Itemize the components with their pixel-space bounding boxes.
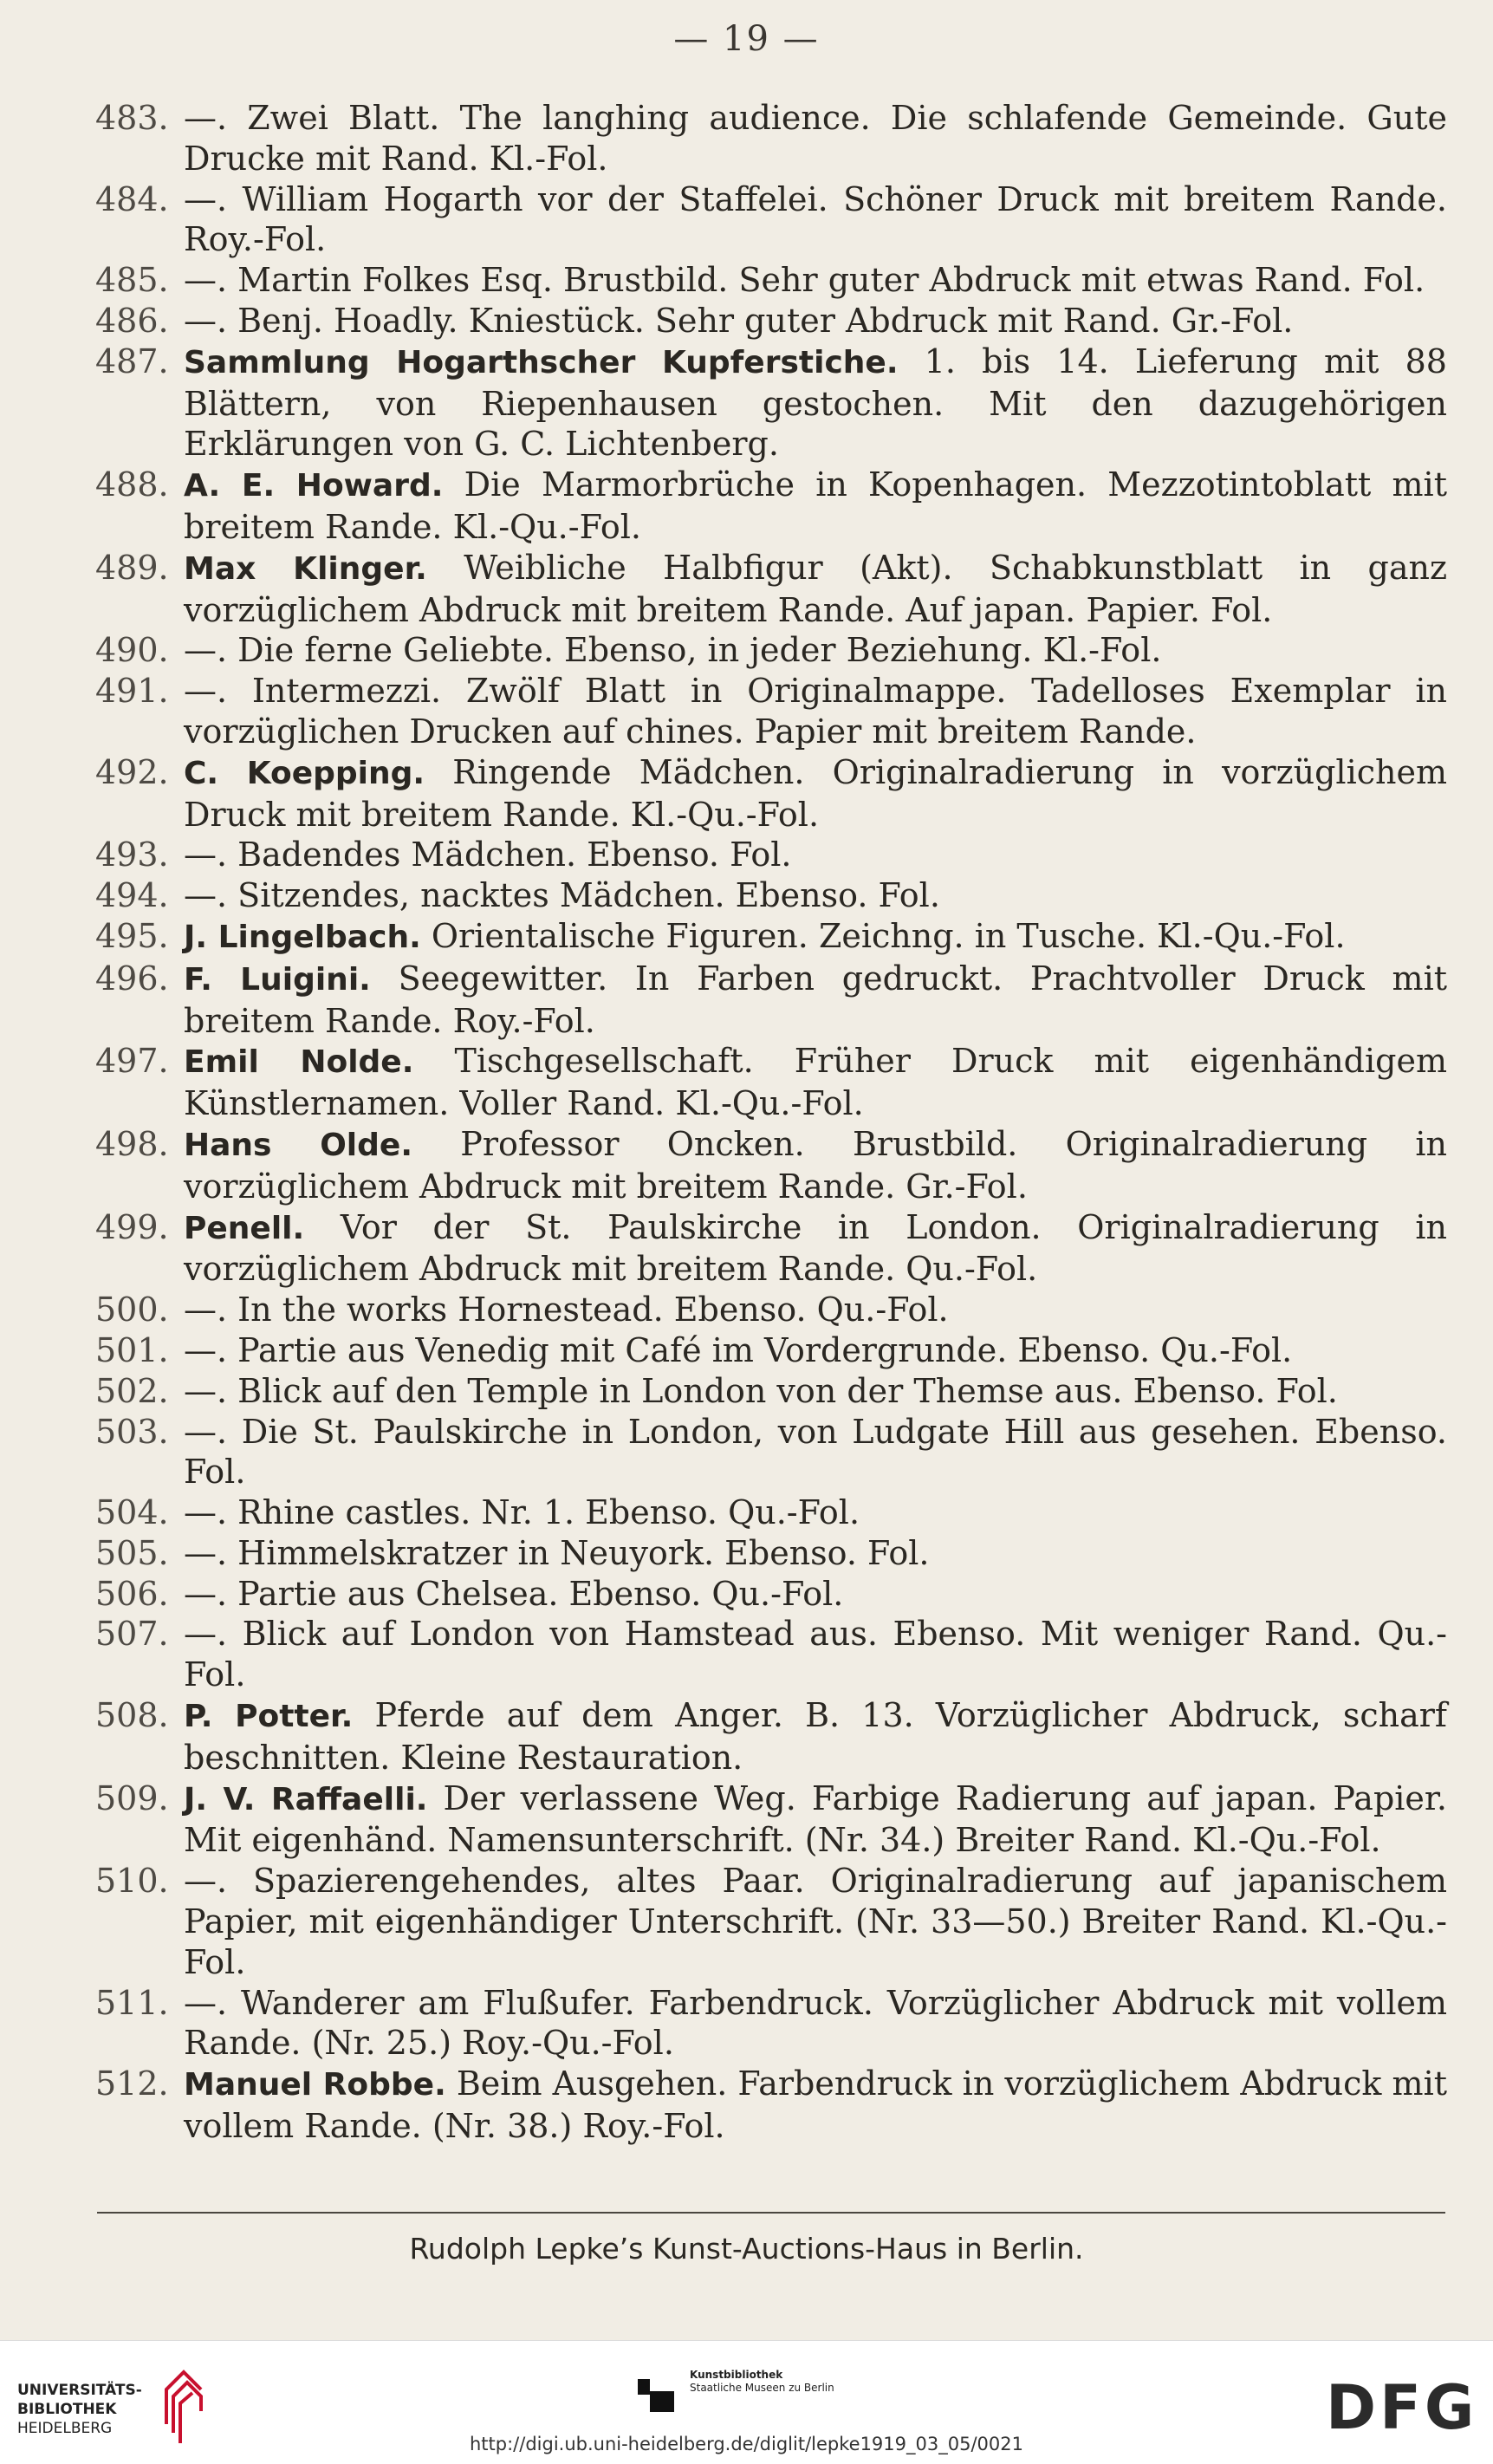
artist-name: Hans Olde.: [184, 1127, 413, 1163]
entry-number: 497.: [95, 1042, 169, 1081]
entry-description: —. Blick auf den Temple in London von der Themse aus. Ebenso. Fol.: [184, 1371, 1338, 1410]
entry-number: 500.: [95, 1291, 169, 1330]
entry-number: 507.: [95, 1615, 169, 1654]
entry-description: Beim Ausgehen. Farbendruck in vorzüglichem Abdruck mit vollem Rande. (Nr. 38.) Roy.-Fol.: [184, 2064, 1447, 2146]
catalog-entry: [95, 465, 1447, 548]
entry-description: Orientalische Figuren. Zeichng. in Tusche. Kl.-Qu.-Fol.: [431, 916, 1346, 955]
entry-text: [184, 630, 1447, 671]
university-library-logo[interactable]: [17, 2381, 165, 2438]
catalog-entry: [95, 1574, 1447, 1615]
entry-number: 490.: [95, 631, 169, 670]
entry-description: Weibliche Halbfigur (Akt). Schabkunstblatt in ganz vorzüglichem Abdruck mit breitem Rande. Auf japan. Papier. Fol.: [184, 548, 1447, 629]
page-number: — 19 —: [673, 19, 820, 59]
entry-description: —. Badendes Mädchen. Ebenso. Fol.: [184, 835, 792, 874]
entry-description: —. Martin Folkes Esq. Brustbild. Sehr guter Abdruck mit etwas Rand. Fol.: [184, 261, 1425, 300]
uni-logo-line-1: UNIVERSITÄTS-: [17, 2382, 142, 2399]
entry-text: [184, 1330, 1447, 1371]
entry-number: 501.: [95, 1330, 169, 1369]
entry-description: —. Wanderer am Flußufer. Farbendruck. Vorzüglicher Abdruck mit vollem Rande. (Nr. 25.) Roy.-Qu.-Fol.: [184, 1983, 1447, 2063]
entry-text: [184, 1695, 1447, 1778]
entry-number: 492.: [95, 752, 169, 791]
kunstbibliothek-mark-icon: [633, 2376, 679, 2415]
kunstbibliothek-logo[interactable]: [633, 2363, 927, 2424]
entry-description: —. Himmelskratzer in Neuyork. Ebenso. Fol.: [184, 1533, 930, 1572]
entry-text: [184, 260, 1447, 301]
artist-name: P. Potter.: [184, 1699, 354, 1735]
entry-number: 505.: [95, 1533, 169, 1572]
catalog-entry: [95, 1290, 1447, 1330]
kunstbibliothek-subtitle: Staatliche Museen zu Berlin: [690, 2382, 834, 2394]
entry-description: Tischgesellschaft. Früher Druck mit eigenhändigem Künstlernamen. Voller Rand. Kl.-Qu.-Fol.: [184, 1042, 1447, 1123]
artist-name: Max Klinger.: [184, 550, 427, 587]
entry-text: [184, 179, 1447, 261]
entry-description: —. Blick auf London von Hamstead aus. Ebenso. Mit weniger Rand. Qu.-Fol.: [184, 1615, 1447, 1694]
catalog-entry: [95, 959, 1447, 1042]
catalog-entry: [95, 916, 1447, 959]
uni-logo-line-3: HEIDELBERG: [17, 2420, 113, 2437]
catalog-entry: [95, 1330, 1447, 1371]
catalog-entry: [95, 1614, 1447, 1695]
entry-text: [184, 98, 1447, 179]
entry-number: 484.: [95, 179, 169, 218]
entry-text: [184, 301, 1447, 341]
catalog-entry: [95, 1861, 1447, 1982]
catalog-entry: [95, 1533, 1447, 1574]
artist-name: A. E. Howard.: [184, 468, 444, 504]
entry-number: 483.: [95, 99, 169, 137]
entry-text: [184, 1290, 1447, 1330]
entry-description: Der verlassene Weg. Farbige Radierung auf japan. Papier. Mit eigenhänd. Namensunterschrift. (Nr. 34.) Breiter Rand. Kl.-Qu.-Fol.: [184, 1778, 1447, 1860]
entry-text: [184, 1124, 1447, 1207]
entry-text: [184, 671, 1447, 752]
entry-description: —. Sitzendes, nacktes Mädchen. Ebenso. Fol.: [184, 876, 940, 915]
entry-number: 493.: [95, 835, 169, 874]
entry-description: —. Partie aus Venedig mit Café im Vordergrunde. Ebenso. Qu.-Fol.: [184, 1330, 1293, 1369]
entry-description: —. In the works Hornestead. Ebenso. Qu.-Fol.: [184, 1291, 949, 1330]
entry-text: [184, 1412, 1447, 1493]
catalog-entry: [95, 301, 1447, 341]
entry-number: 494.: [95, 876, 169, 915]
entry-text: [184, 465, 1447, 548]
entry-description: —. Partie aus Chelsea. Ebenso. Qu.-Fol.: [184, 1574, 844, 1613]
entry-number: 512.: [95, 2064, 169, 2103]
catalog-entry: [95, 671, 1447, 752]
entry-number: 502.: [95, 1371, 169, 1410]
entry-number: 491.: [95, 672, 169, 711]
artist-name: Penell.: [184, 1210, 305, 1246]
catalog-entry: [95, 630, 1447, 671]
entry-text: [184, 916, 1447, 959]
entry-text: [184, 1778, 1447, 1862]
entry-text: [184, 2064, 1447, 2147]
entry-number: 485.: [95, 261, 169, 300]
entry-number: 495.: [95, 916, 169, 955]
entry-text: [184, 548, 1447, 631]
entry-number: 503.: [95, 1412, 169, 1451]
catalog-entry: [95, 1695, 1447, 1778]
entry-description: —. Die ferne Geliebte. Ebenso, in jeder Beziehung. Kl.-Fol.: [184, 631, 1162, 670]
entry-text: [184, 1371, 1447, 1412]
entry-number: 510.: [95, 1862, 169, 1901]
entry-text: [184, 1041, 1447, 1124]
catalog-entry: [95, 1207, 1447, 1291]
entry-description: 1. bis 14. Lieferung mit 88 Blättern, von Riepenhausen gestochen. Mit den dazugehörigen Erklärungen von G. C. Lichtenberg.: [184, 341, 1447, 464]
artist-name: Manuel Robbe.: [184, 2067, 446, 2103]
entry-text: [184, 341, 1447, 465]
source-url[interactable]: http://digi.ub.uni-heidelberg.de/diglit/lepke1919_03_05/0021: [470, 2434, 1023, 2454]
catalog-entry: [95, 1778, 1447, 1862]
entry-number: 488.: [95, 465, 169, 504]
entry-description: Ringende Mädchen. Originalradierung in vorzüglichem Druck mit breitem Rande. Kl.-Qu.-Fol.: [184, 752, 1447, 834]
artist-name: Emil Nolde.: [184, 1044, 414, 1081]
entry-text: [184, 1492, 1447, 1533]
catalog-entry: [95, 2064, 1447, 2147]
entry-text: [184, 1574, 1447, 1615]
entry-number: 506.: [95, 1574, 169, 1613]
entry-text: [184, 752, 1447, 835]
catalog-entry: [95, 835, 1447, 875]
artist-name: C. Koepping.: [184, 755, 425, 791]
catalog-entry: [95, 1041, 1447, 1124]
entry-number: 489.: [95, 548, 169, 587]
entry-description: Vor der St. Paulskirche in London. Originalradierung in vorzüglichem Abdruck mit breitem Rande. Qu.-Fol.: [184, 1207, 1447, 1289]
entry-number: 508.: [95, 1696, 169, 1735]
entry-text: [184, 875, 1447, 916]
entry-description: —. Zwei Blatt. The langhing audience. Die schlafende Gemeinde. Gute Drucke mit Rand. Kl.-Fol.: [184, 99, 1447, 178]
entry-text: [184, 1614, 1447, 1695]
catalog-entry: [95, 548, 1447, 631]
entry-text: [184, 1983, 1447, 2064]
catalog-entry: [95, 341, 1447, 465]
entry-number: 511.: [95, 1983, 169, 2022]
entry-text: [184, 1207, 1447, 1291]
entry-number: 504.: [95, 1493, 169, 1532]
entry-description: —. Intermezzi. Zwölf Blatt in Originalmappe. Tadelloses Exemplar in vorzüglichen Drucken auf chines. Papier mit breitem Rande.: [184, 672, 1447, 751]
catalog-entry: [95, 260, 1447, 301]
entry-description: —. Benj. Hoadly. Kniestück. Sehr guter Abdruck mit Rand. Gr.-Fol.: [184, 301, 1294, 340]
entry-description: —. Rhine castles. Nr. 1. Ebenso. Qu.-Fol.: [184, 1493, 860, 1532]
artist-name: F. Luigini.: [184, 961, 371, 998]
entry-text: [184, 1861, 1447, 1982]
footer-rule: [97, 2212, 1445, 2214]
catalog-entry: [95, 1983, 1447, 2064]
entry-number: 499.: [95, 1207, 169, 1246]
catalog-entries: [95, 98, 1447, 2147]
catalog-entry: [95, 179, 1447, 261]
entry-number: 496.: [95, 959, 169, 998]
entry-number: 486.: [95, 301, 169, 340]
entry-text: [184, 835, 1447, 875]
catalog-entry: [95, 98, 1447, 179]
entry-description: Die Marmorbrüche in Kopenhagen. Mezzotintoblatt mit breitem Rande. Kl.-Qu.-Fol.: [184, 465, 1447, 546]
catalog-entry: [95, 1124, 1447, 1207]
catalog-entry: [95, 752, 1447, 835]
entry-text: [184, 959, 1447, 1042]
entry-description: —. Die St. Paulskirche in London, von Ludgate Hill aus gesehen. Ebenso. Fol.: [184, 1412, 1447, 1492]
entry-text: [184, 1533, 1447, 1574]
catalog-entry: [95, 1371, 1447, 1412]
kunstbibliothek-name: Kunstbibliothek: [690, 2369, 783, 2381]
catalog-entry: [95, 1412, 1447, 1493]
uni-logo-line-2: BIBLIOTHEK: [17, 2401, 117, 2418]
entry-description: —. William Hogarth vor der Staffelei. Schöner Druck mit breitem Rande. Roy.-Fol.: [184, 179, 1447, 259]
dfg-logo[interactable]: DFG: [1326, 2372, 1478, 2443]
page-footer: Rudolph Lepke’s Kunst-Auctions-Haus in Berlin.: [409, 2232, 1084, 2266]
entry-description: Seegewitter. In Farben gedruckt. Prachtvoller Druck mit breitem Rande. Roy.-Fol.: [184, 959, 1447, 1040]
entry-number: 487.: [95, 341, 169, 380]
entry-number: 498.: [95, 1124, 169, 1163]
artist-name: J. Lingelbach.: [184, 919, 421, 955]
entry-description: Professor Oncken. Brustbild. Originalradierung in vorzüglichem Abdruck mit breitem Rande. Gr.-Fol.: [184, 1124, 1447, 1206]
entry-description: Pferde auf dem Anger. B. 13. Vorzüglicher Abdruck, scharf beschnitten. Kleine Restauration.: [184, 1696, 1447, 1777]
artist-name: Sammlung Hogarthscher Kupferstiche.: [184, 344, 899, 380]
entry-number: 509.: [95, 1778, 169, 1817]
artist-name: J. V. Raffaelli.: [184, 1781, 428, 1817]
catalog-entry: [95, 875, 1447, 916]
catalog-entry: [95, 1492, 1447, 1533]
entry-description: —. Spazierengehendes, altes Paar. Originalradierung auf japanischem Papier, mit eigenhändiger Unterschrift. (Nr. 33—50.) Breiter Rand. Kl.-Qu.-Fol.: [184, 1862, 1447, 1981]
